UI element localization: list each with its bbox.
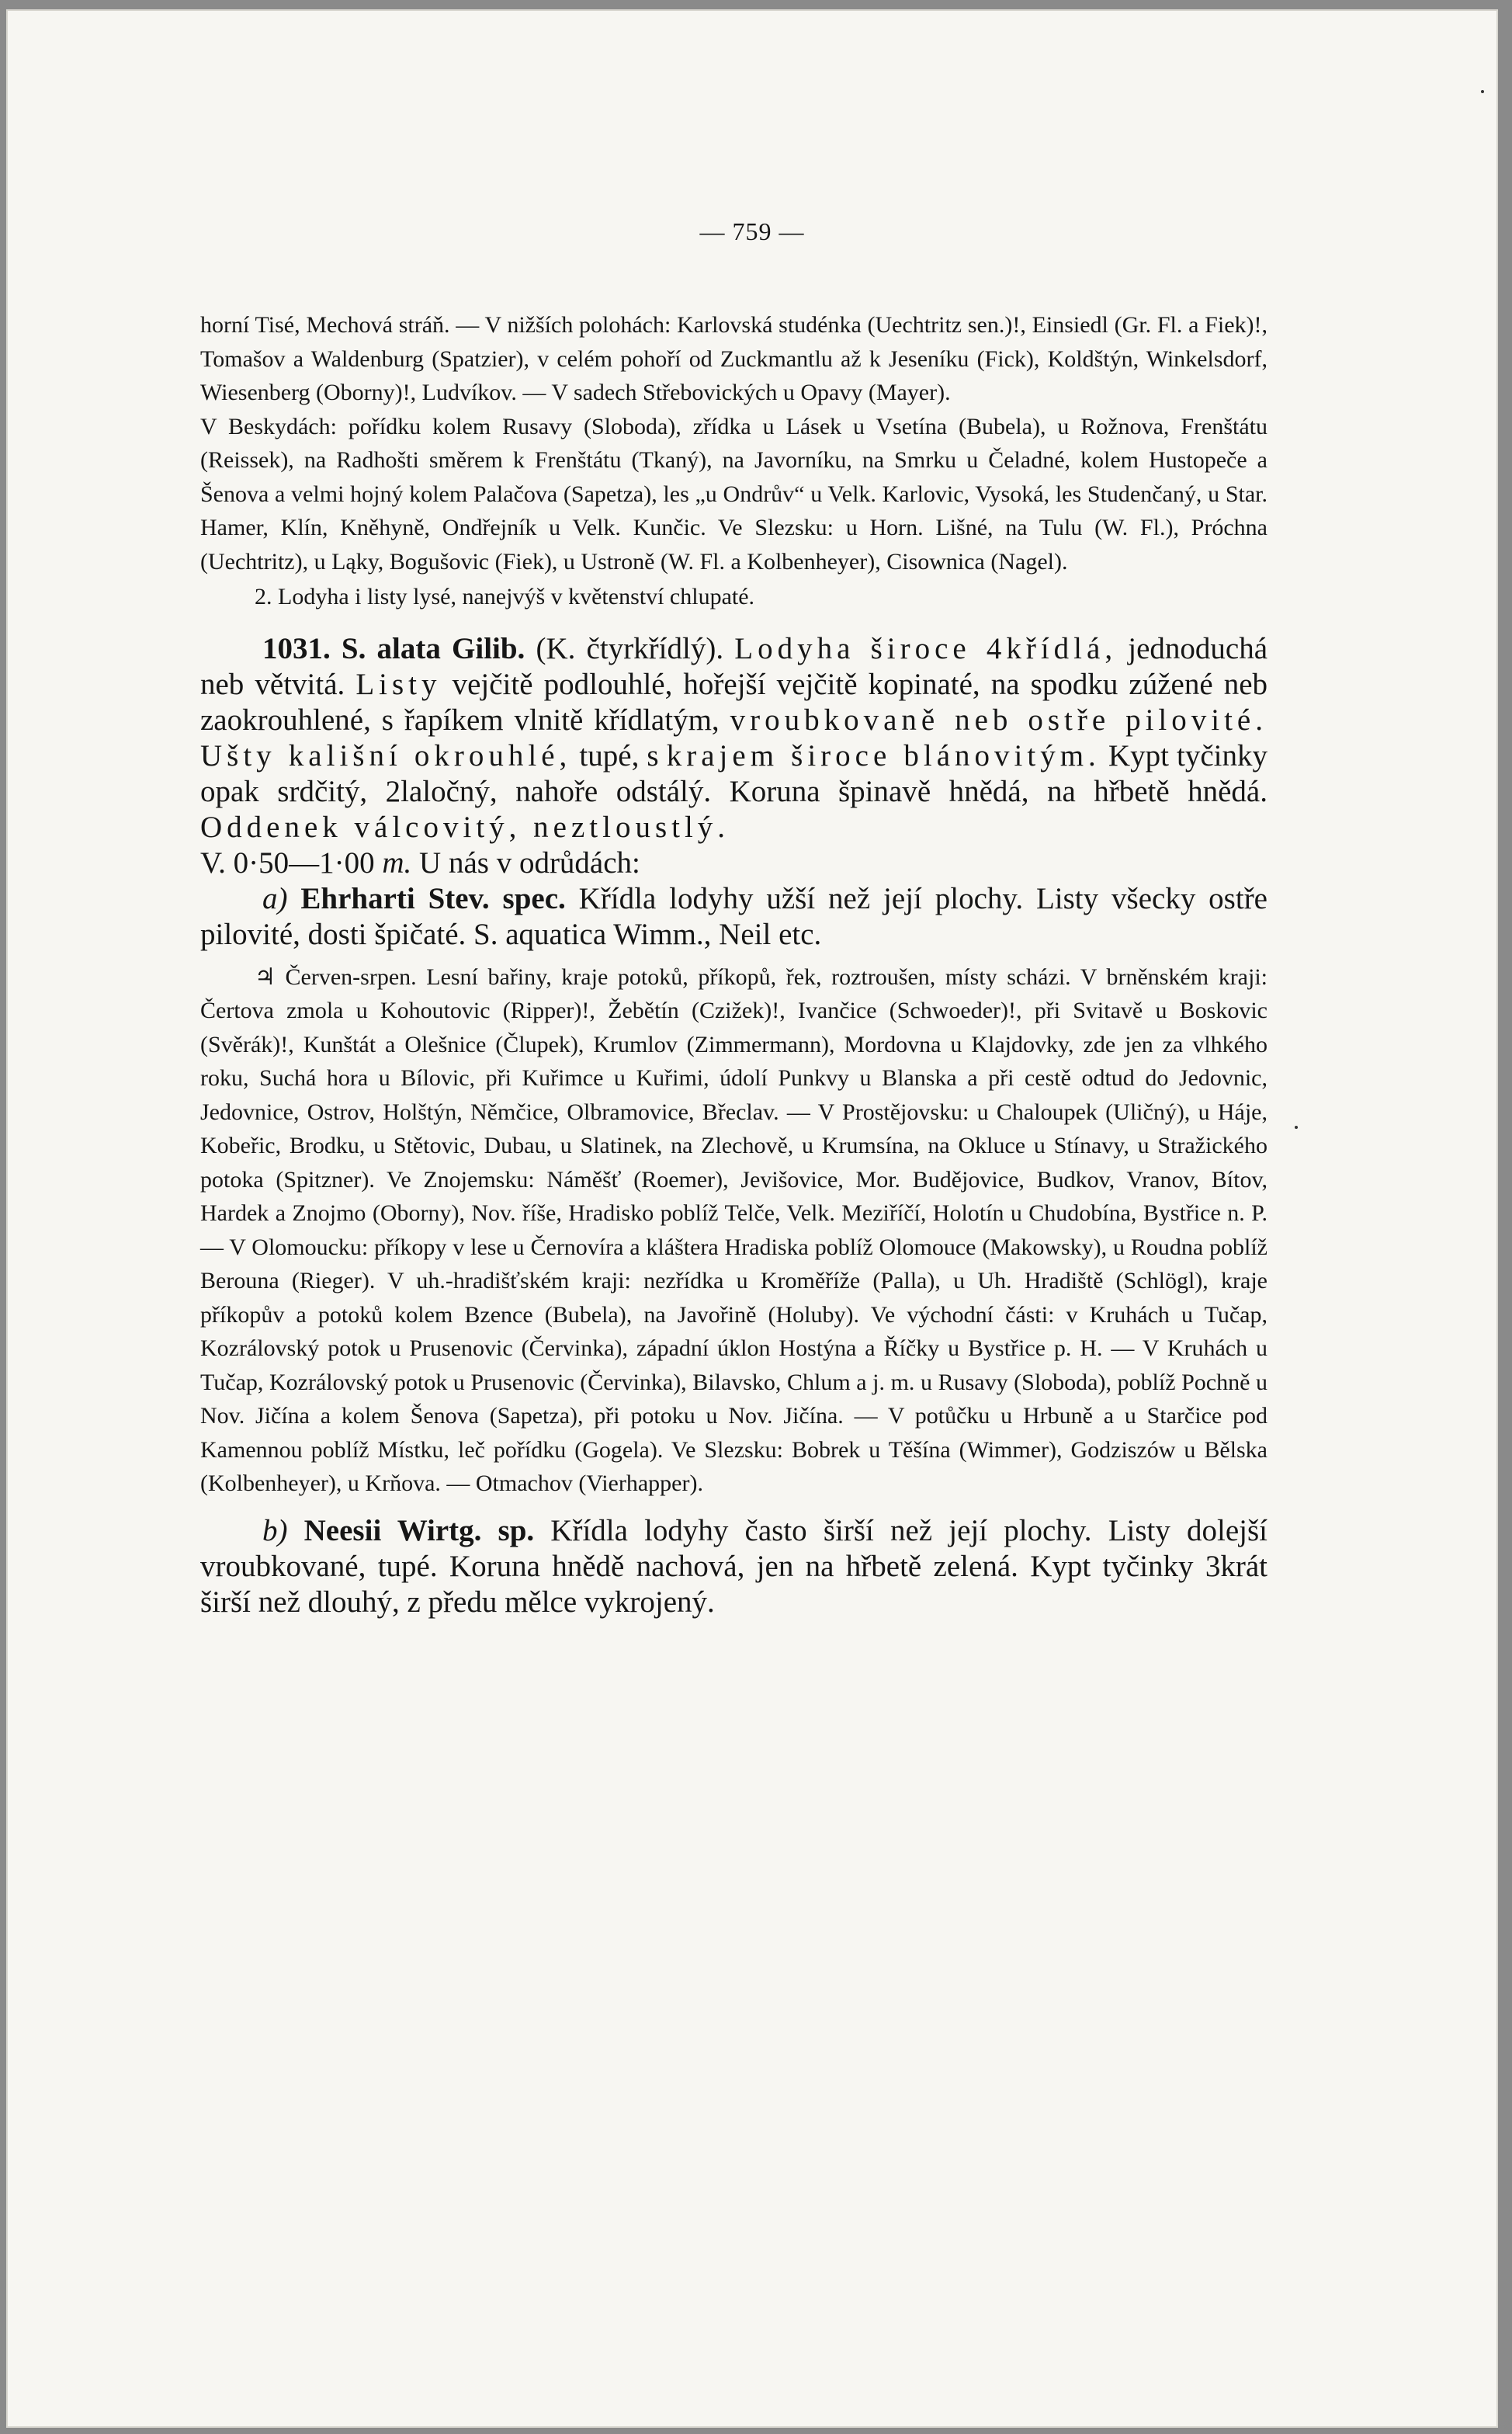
variants-intro: U nás v odrůdách:: [419, 845, 640, 880]
stem-description-2: jednoduchá neb větvitá.: [200, 631, 1268, 701]
variant-b: [200, 1513, 1268, 1620]
variant-a-label: a): [262, 881, 288, 915]
variant-a-name: Ehrharti Stev. spec.: [300, 881, 566, 915]
size-line: [200, 845, 1268, 881]
species-common-name: (K. čtyrkřídlý).: [536, 631, 724, 665]
variant-a: [200, 881, 1268, 953]
page-number: — 759 —: [699, 217, 805, 245]
stem-description: Lodyha široce 4křídlá,: [734, 631, 1118, 665]
rhizome: Oddenek válcovitý, neztloustlý.: [200, 810, 730, 844]
variant-b-section: [200, 1513, 1268, 1620]
variant-a-distribution-section: [200, 960, 1268, 1501]
perennial-symbol: ♃: [255, 964, 276, 990]
size-value: V. 0·50—1·00: [200, 845, 375, 880]
species-section: [200, 631, 1268, 953]
variant-b-label: b): [262, 1513, 288, 1547]
distribution-section: [200, 308, 1268, 614]
stamen-corolla: Kypt tyčinky opak srdčitý, 2laločný, nahoře odstálý. Koruna špinavě hnědá, na hřbetě hnědá.: [200, 738, 1268, 808]
species-number: 1031.: [262, 631, 331, 665]
book-page: [6, 9, 1498, 2428]
variant-a-localities: Červen-srpen. Lesní bařiny, kraje potoků, příkopů, řek, roztroušen, místy scházi. V brněnském kraji: Čertova zmola u Kohoutovic (Ripper)!, Žebětín (Czižek)!, Ivančice (Schwoeder)!, při Svitavě u Boskovic (Svěrák)!, Kunštát a Olešnice (Člupek), Krumlov (Zimmermann), Mordovna u Klajdovky, zde jen za vlhkého roku, Suchá hora u Bílovic, při Kuřimce u Kuřimi, údolí Punkvy u Blanska a při cestě odtud do Jedovnic, Jedovnice, Ostrov, Holštýn, Němčice, Olbramovice, Břeclav. — V Prostějovsku: u Chaloupek (Uličný), u Háje, Kobeřic, Brodku, u Stětovic, Dubau, u Slatinek, na Zlechově, u Krumsína, na Okluce u Stínavy, u Stražického potoka (Spitzner). Ve Znojemsku: Náměšť (Roemer), Jevišovice, Mor. Budějovice, Budkov, Vranov, Bítov, Hardek a Znojmo (Oborny), Nov. říše, Hradisko poblíž Telče, Velk. Meziříčí, Holotín u Chudobína, Bystřice n. P. — V Olomoucku: příkopy v lese u Černovíra a kláštera Hradiska poblíž Olomouce (Makowsky), u Roudna poblíž Berouna (Rieger). V uh.-hradišťském kraji: nezřídka u Kroměříže (Palla), u Uh. Hradiště (Schlögl), kraje příkopův a potoků kolem Bzence (Bubela), na Javořině (Holuby). Ve východní části: v Kruhách u Tučap, Kozrálovský potok u Prusenovic (Červinka), západní úklon Hostýna a Říčky u Bystřice p. H. — V Kruhách u Tučap, Kozrálovský potok u Prusenovic (Červinka), Bilavsko, Chlum a j. m. u Rusavy (Sloboda), poblíž Pochně u Nov. Jičína a kolem Šenova (Sapetza), při potoku u Nov. Jičína. — V potůčku u Hrbuně a u Starčice pod Kamennou poblíž Místku, leč pořídku (Gogela). Ve Slezsku: Bobrek u Těšína (Wimmer), Godziszów u Bělska (Kolbenheyer), u Krňova. — Otmachov (Vierhapper).: [200, 964, 1268, 1496]
size-unit: m.: [382, 845, 412, 880]
variant-a-description: Křídla lodyhy užší než její plochy. Listy všecky ostře pilovité, dosti špičaté. S. aquatica Wimm., Neil etc.: [200, 881, 1268, 951]
scan-speck: [1295, 1126, 1298, 1129]
variant-b-description: Křídla lodyhy často širší než její plochy. Listy dolejší vroubkované, tupé. Koruna hnědě nachová, jen na hřbetě zelená. Kypt tyčinky 3krát širší než dlouhý, z předu mělce vykrojený.: [200, 1513, 1268, 1619]
distribution-paragraph: horní Tisé, Mechová stráň. — V nižších polohách: Karlovská studénka (Uechtritz sen.)!, Einsiedl (Gr. Fl. a Fiek)!, Tomašov a Waldenburg (Spatzier), v celém pohoří od Zuckmantlu až k Jeseníku (Fick), Koldštýn, Winkelsdorf, Wiesenberg (Oborny)!, Ludvíkov. — V sadech Střebovických u Opavy (Mayer).: [200, 312, 1268, 405]
leaves-margin: vroubkovaně neb ostře pilovité.: [730, 703, 1268, 737]
species-description: [200, 631, 1268, 845]
key-lead-2: 2. Lodyha i listy lysé, nanejvýš v květenství chlupaté.: [255, 584, 755, 609]
calyx-lobes: Ušty kališní okrouhlé,: [200, 738, 572, 773]
page-text: [200, 308, 1268, 1620]
calyx-margin: krajem široce blánovitým.: [666, 738, 1101, 773]
leaves-label: Listy: [355, 667, 442, 701]
variant-b-name: Neesii Wirtg. sp.: [303, 1513, 535, 1547]
leaves-description: vejčitě podlouhlé, hořejší vejčitě kopinaté, na spodku zúžené neb zaokrouhlené, s řapíkem vlnitě křídlatým,: [200, 667, 1268, 737]
beskydy-paragraph: V Beskydách: pořídku kolem Rusavy (Sloboda), zřídka u Lásek u Vsetína (Bubela), u Rožnova, Frenštátu (Reissek), na Radhošti směrem k Frenštátu (Tkaný), na Javorníku, na Smrku u Čeladné, kolem Hustopeče a Šenova a velmi hojný kolem Palačova (Sapetza), les „u Ondrův“ u Velk. Karlovic, Vysoká, les Studenčaný, u Star. Hamer, Klín, Kněhyně, Ondřejník u Velk. Kunčic. Ve Slezsku: u Horn. Lišné, na Tulu (W. Fl.), Próchna (Uechtritz), u Ląky, Bogušovic (Fiek), u Ustroně (W. Fl. a Kolbenheyer), Cisownica (Nagel).: [200, 413, 1268, 575]
scan-speck: [1481, 90, 1484, 93]
calyx-lobes-2: tupé, s: [579, 738, 659, 773]
species-name: S. alata Gilib.: [341, 631, 525, 665]
variant-a-distribution: [200, 960, 1268, 1501]
